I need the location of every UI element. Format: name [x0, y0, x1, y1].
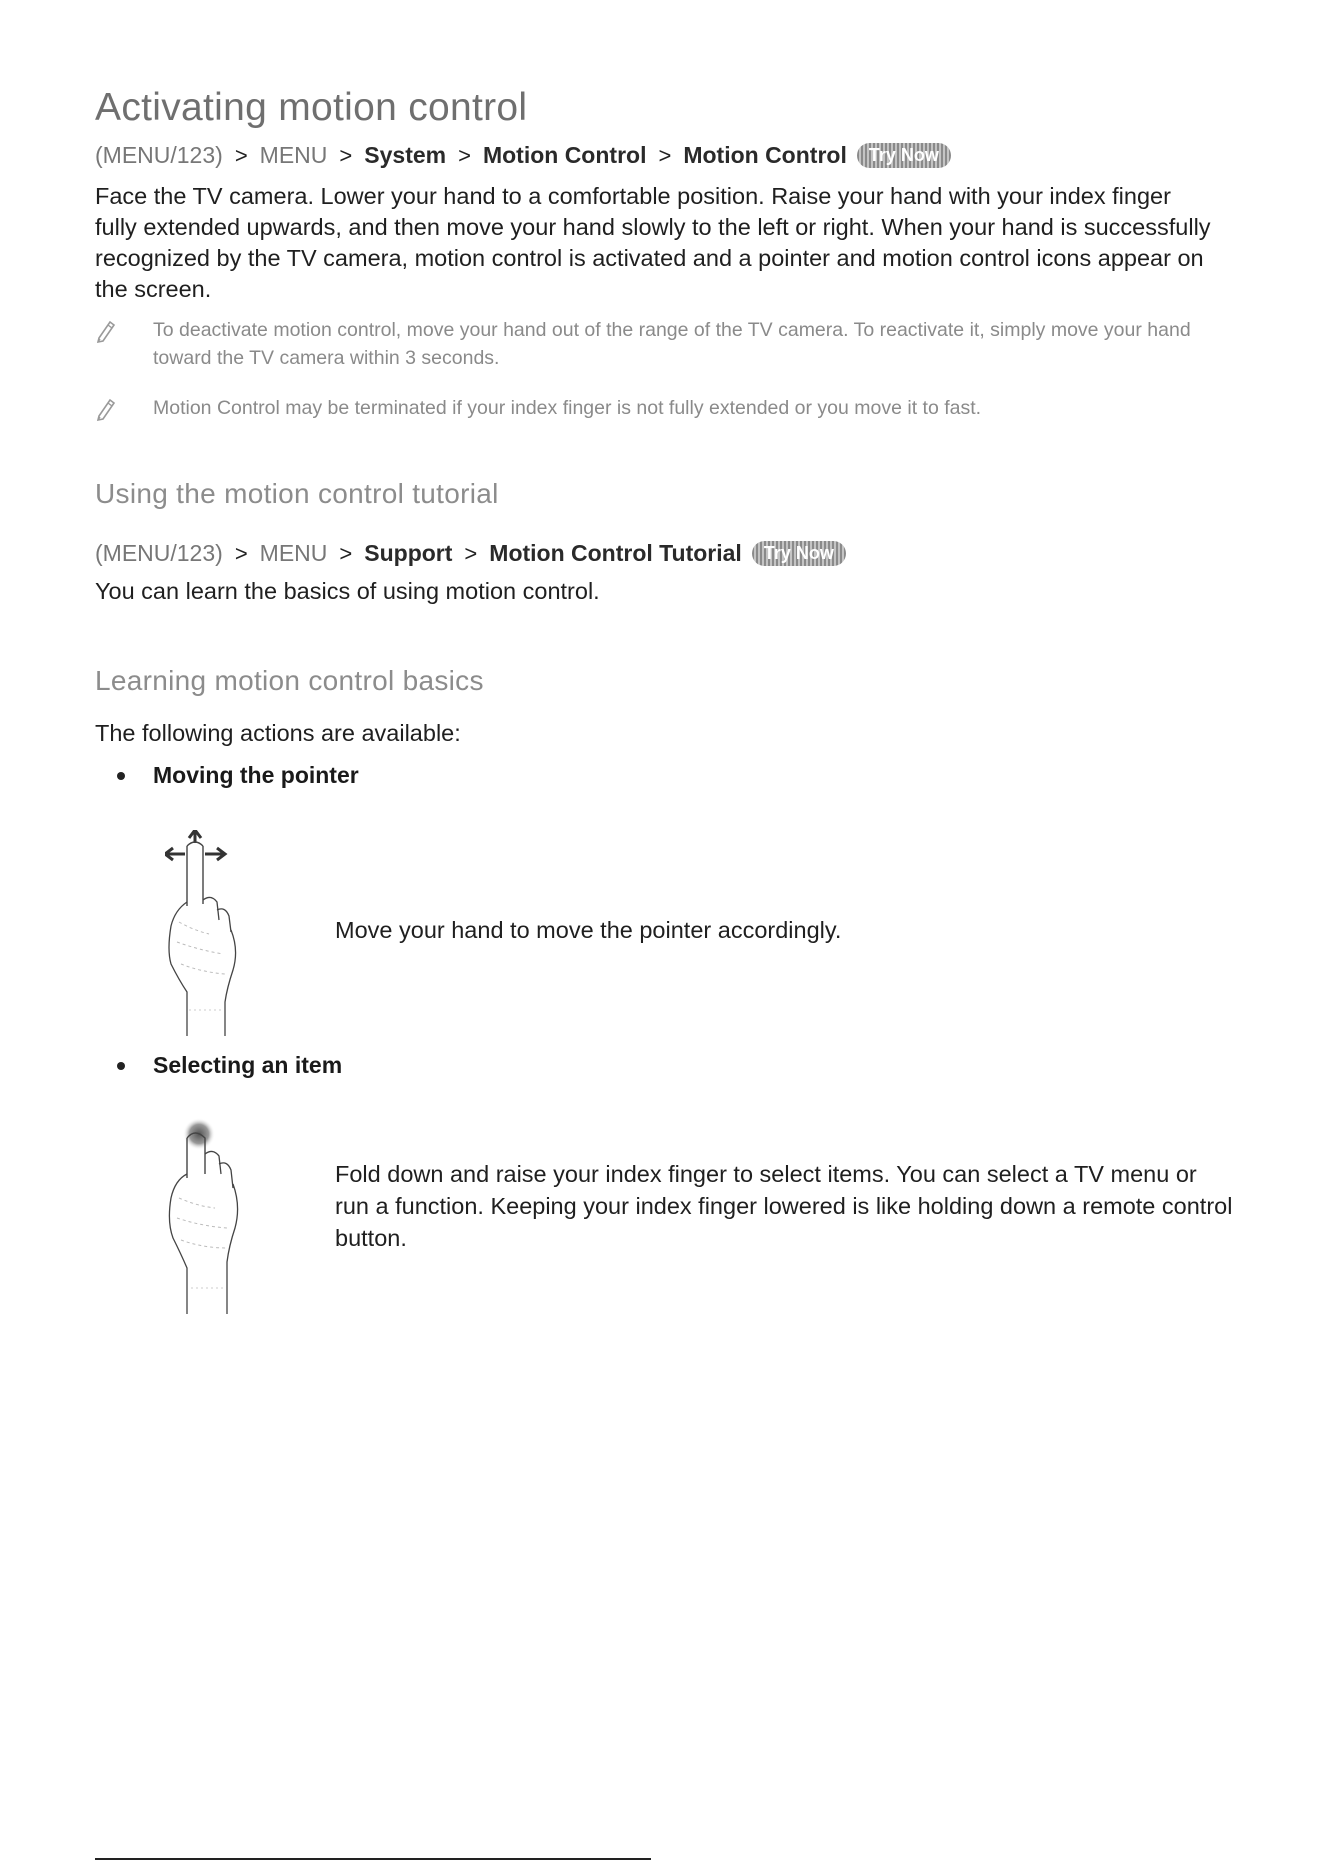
- path-menu123: (MENU/123): [95, 540, 223, 566]
- chevron-right-icon: >: [464, 540, 478, 566]
- try-now-button[interactable]: Try Now: [857, 143, 951, 168]
- basics-heading: Learning motion control basics: [95, 665, 484, 696]
- bullet-dot: [117, 772, 125, 780]
- path-menu: MENU: [259, 540, 328, 566]
- path-item-support: Support: [364, 540, 453, 566]
- menu-path-motion-control: [95, 142, 951, 169]
- footer-divider: [95, 1858, 651, 1860]
- path-item-motion-control: Motion Control: [482, 142, 647, 168]
- pencil-note-icon: [95, 394, 153, 422]
- chevron-right-icon: >: [458, 142, 471, 168]
- chevron-right-icon: >: [234, 142, 248, 168]
- bullet-label: Selecting an item: [153, 1052, 343, 1078]
- page-title: Activating motion control: [95, 86, 528, 129]
- bullet-label: Moving the pointer: [153, 762, 359, 788]
- selecting-item-description: Fold down and raise your index finger to select items. You can select a TV menu or run a function. Keeping your index finger lowered is like holding down a remote control button.: [335, 1161, 1233, 1251]
- note-text: To deactivate motion control, move your hand out of the range of the TV camera. To reactivate it, simply move your hand toward the TV camera within 3 seconds.: [153, 319, 1191, 369]
- bullet-moving-pointer: [117, 762, 359, 789]
- bullet-selecting-item: [117, 1052, 342, 1079]
- hand-pointer-move-icon: [165, 830, 295, 1045]
- hand-select-icon: [165, 1118, 295, 1323]
- note-termination: [95, 394, 1215, 422]
- path-item-system: System: [364, 142, 447, 168]
- pencil-note-icon: [95, 316, 153, 372]
- chevron-right-icon: >: [658, 142, 672, 168]
- path-menu: MENU: [259, 142, 328, 168]
- menu-path-tutorial: [95, 540, 846, 567]
- path-item-motion-control-tutorial: Motion Control Tutorial: [489, 540, 742, 566]
- chevron-right-icon: >: [234, 540, 248, 566]
- tutorial-description: You can learn the basics of using motion control.: [95, 578, 600, 604]
- basics-intro: The following actions are available:: [95, 720, 461, 746]
- chevron-right-icon: >: [339, 142, 353, 168]
- note-text: Motion Control may be terminated if your index finger is not fully extended or you move it to fast.: [153, 397, 982, 419]
- path-menu123: (MENU/123): [95, 142, 223, 168]
- activation-instructions: Face the TV camera. Lower your hand to a comfortable position. Raise your hand with your index finger fully extended upwards, and then move your hand slowly to the left or right. When your hand is successfully recognized by the TV camera, motion control is activated and a pointer and motion control icons appear on the screen.: [95, 183, 1211, 302]
- path-item-motion-control-2: Motion Control: [683, 142, 847, 168]
- bullet-dot: [117, 1062, 125, 1070]
- note-deactivate: [95, 316, 1215, 372]
- moving-pointer-description: Move your hand to move the pointer accordingly.: [335, 917, 842, 943]
- tutorial-heading: Using the motion control tutorial: [95, 478, 499, 509]
- chevron-right-icon: >: [339, 540, 353, 566]
- try-now-button[interactable]: Try Now: [752, 541, 846, 566]
